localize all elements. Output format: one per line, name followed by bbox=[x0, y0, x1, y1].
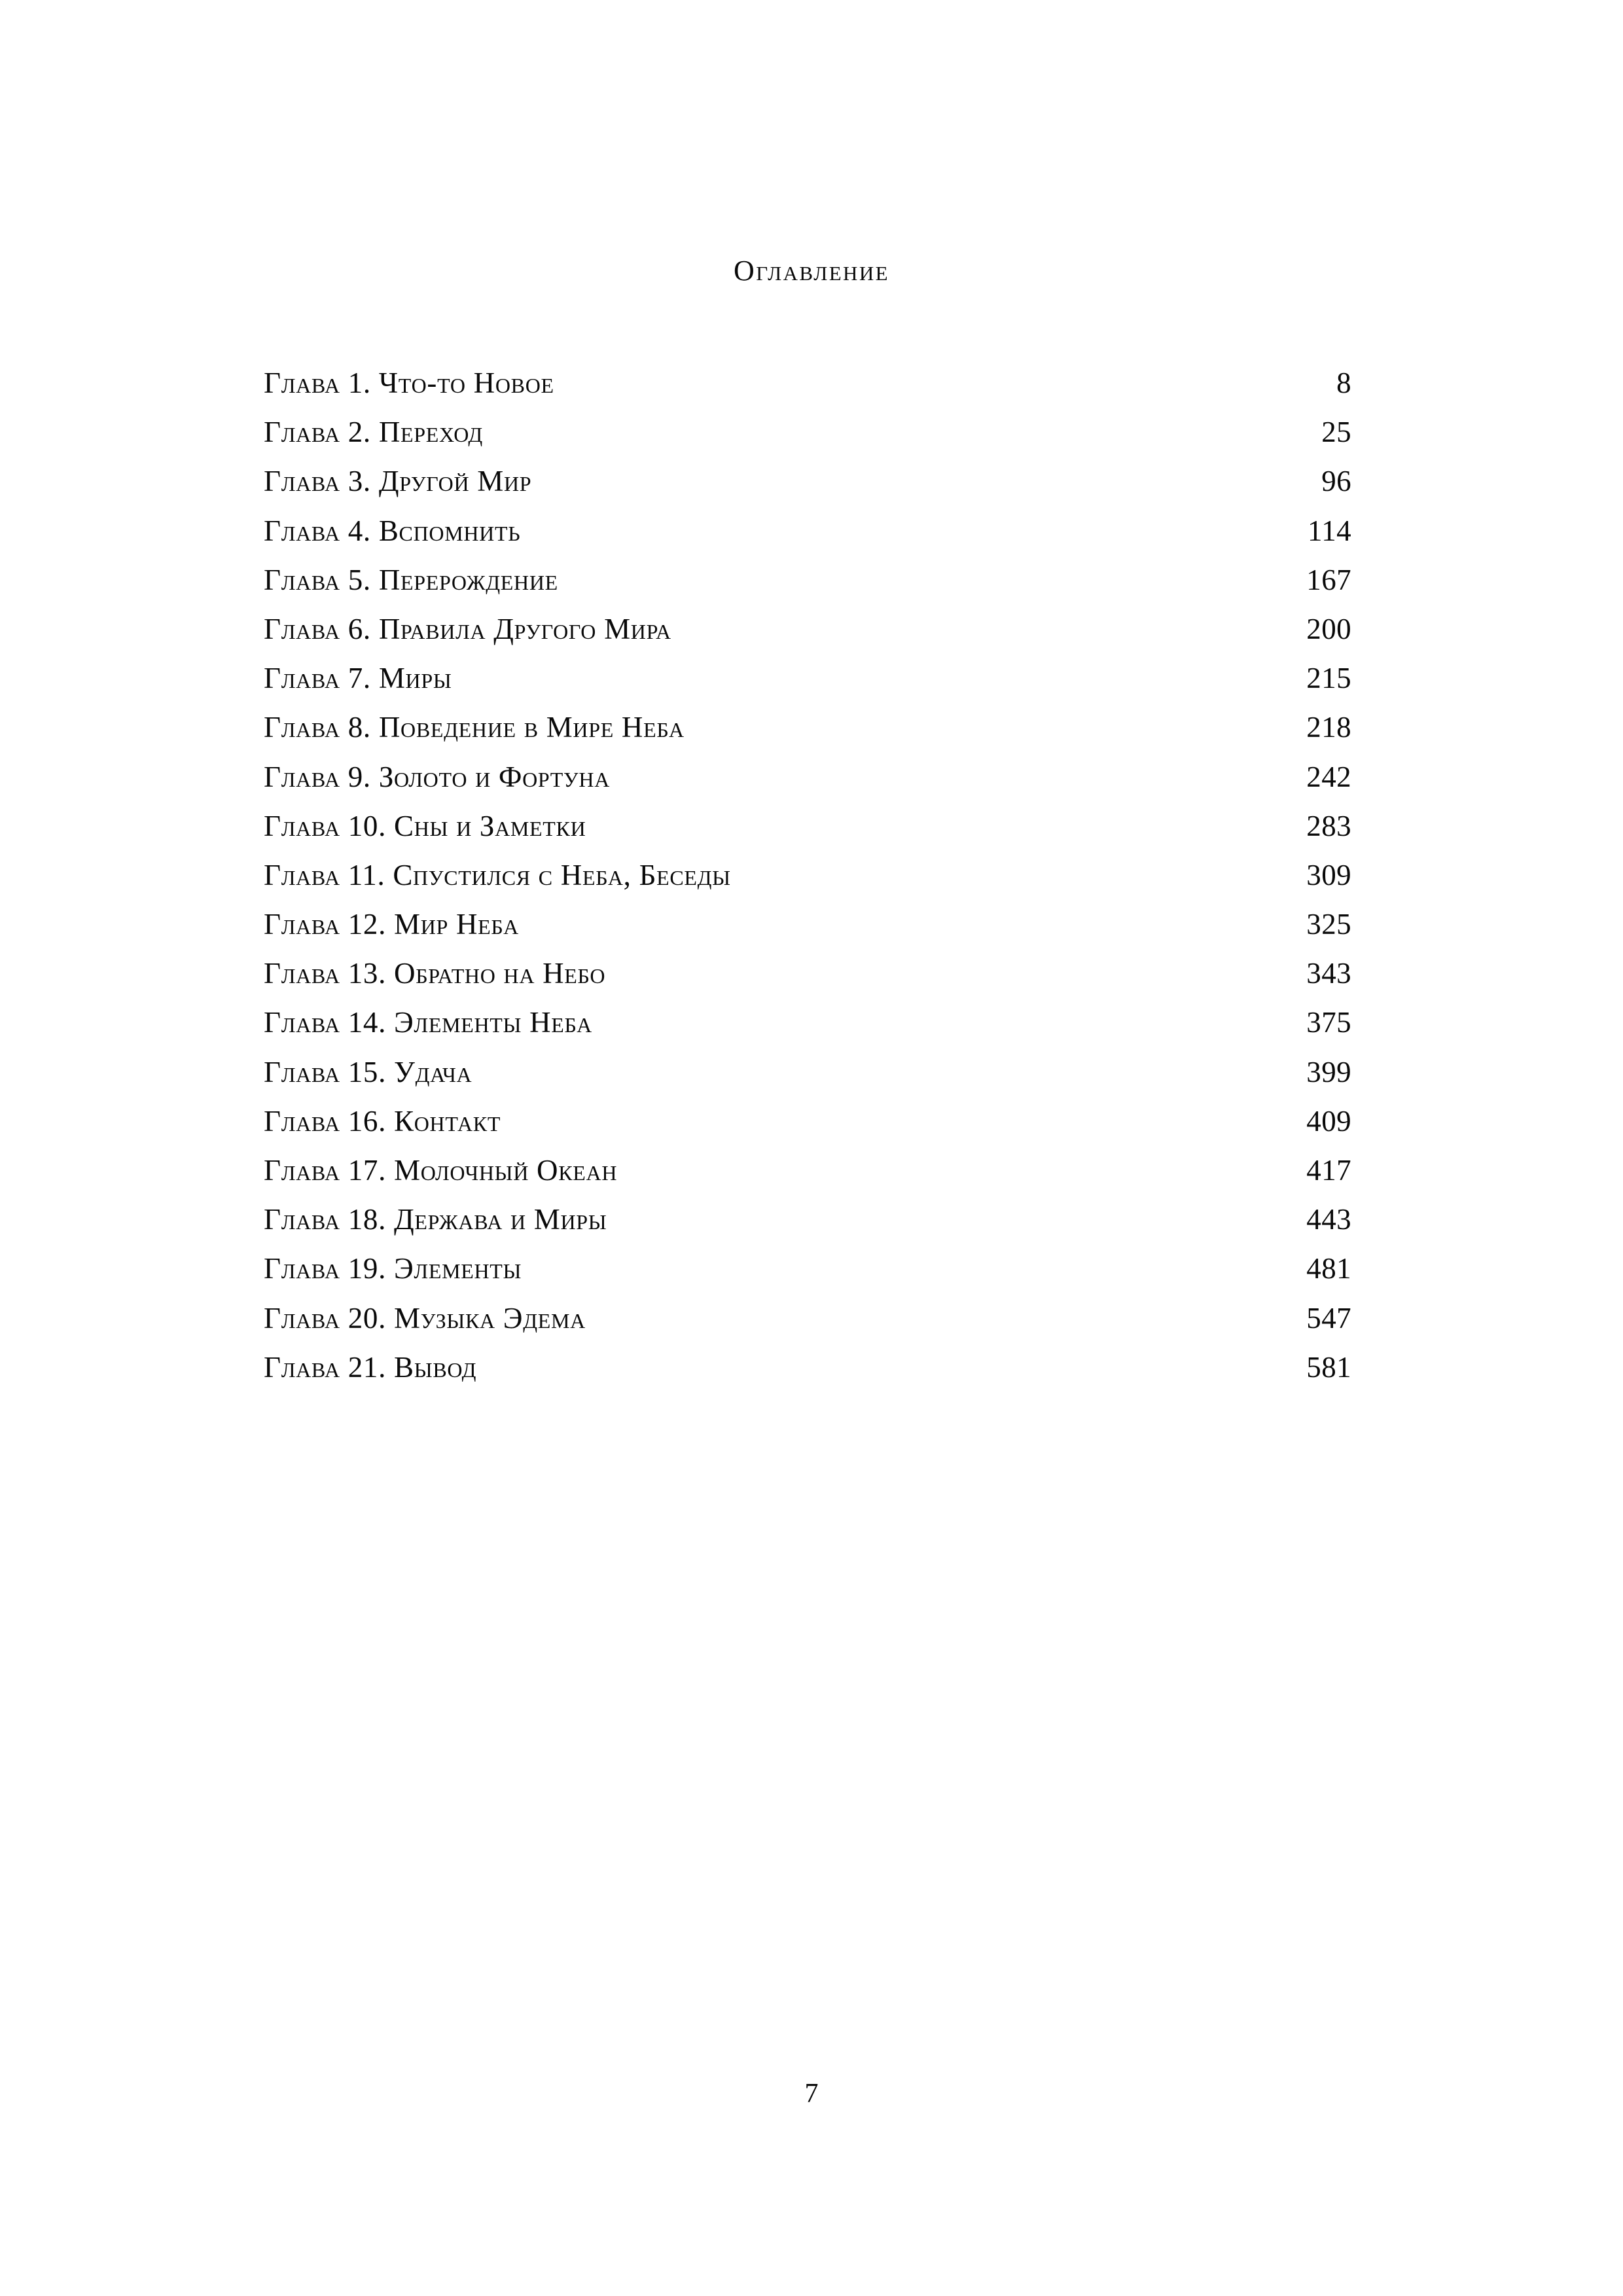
toc-entry[interactable] bbox=[264, 359, 1351, 408]
toc-entry-page-number: 417 bbox=[1306, 1154, 1351, 1187]
toc-entry-page-number: 167 bbox=[1306, 563, 1351, 596]
toc-entry-title: Глава 21. Вывод bbox=[264, 1350, 477, 1384]
toc-entry-page-number: 215 bbox=[1306, 662, 1351, 695]
toc-entry[interactable] bbox=[264, 802, 1351, 851]
toc-entry[interactable] bbox=[264, 1097, 1351, 1146]
toc-entry-page-number: 309 bbox=[1306, 858, 1351, 891]
toc-entry-page-number: 283 bbox=[1306, 809, 1351, 842]
toc-entry[interactable] bbox=[264, 851, 1351, 900]
toc-entry-title: Глава 1. Что-то Новое bbox=[264, 367, 554, 399]
toc-entry-page-number: 375 bbox=[1306, 1006, 1351, 1039]
toc-entry-page-number: 114 bbox=[1307, 514, 1351, 547]
toc-entry-page-number: 242 bbox=[1306, 760, 1351, 793]
toc-entry-title: Глава 6. Правила Другого Мира bbox=[264, 612, 671, 645]
toc-entry[interactable] bbox=[264, 507, 1351, 556]
toc-entry-title: Глава 15. Удача bbox=[264, 1055, 473, 1088]
toc-entry-page-number: 96 bbox=[1321, 465, 1351, 498]
toc-entry-page-number: 443 bbox=[1306, 1203, 1351, 1236]
toc-entry-title: Глава 5. Перерождение bbox=[264, 563, 558, 596]
toc-entry-title: Глава 7. Миры bbox=[264, 662, 452, 695]
toc-entry-title: Глава 16. Контакт bbox=[264, 1104, 501, 1138]
toc-entry-title: Глава 19. Элементы bbox=[264, 1252, 522, 1285]
toc-entry[interactable] bbox=[264, 1244, 1351, 1293]
toc-entry-title: Глава 2. Переход bbox=[264, 416, 483, 449]
toc-entry-title: Глава 3. Другой Мир bbox=[264, 465, 532, 498]
toc-entry[interactable] bbox=[264, 1195, 1351, 1244]
toc-entry-title: Глава 10. Сны и Заметки bbox=[264, 809, 586, 842]
toc-entry-page-number: 343 bbox=[1306, 957, 1351, 990]
toc-entry-page-number: 399 bbox=[1306, 1055, 1351, 1088]
toc-entry[interactable] bbox=[264, 1048, 1351, 1097]
toc-entry[interactable] bbox=[264, 556, 1351, 605]
toc-entry-page-number: 581 bbox=[1306, 1350, 1351, 1384]
toc-entry-page-number: 325 bbox=[1306, 908, 1351, 941]
toc-entry[interactable] bbox=[264, 1146, 1351, 1195]
toc-entry[interactable] bbox=[264, 408, 1351, 457]
toc-entry-page-number: 481 bbox=[1306, 1252, 1351, 1285]
toc-entry[interactable] bbox=[264, 1294, 1351, 1343]
toc-entry-title: Глава 12. Мир Неба bbox=[264, 908, 519, 941]
toc-entry[interactable] bbox=[264, 949, 1351, 998]
toc-entry[interactable] bbox=[264, 998, 1351, 1047]
toc-entry-title: Глава 8. Поведение в Мире Неба bbox=[264, 711, 685, 744]
toc-entry-title: Глава 11. Спустился с Неба, Беседы bbox=[264, 858, 731, 891]
toc-entry-page-number: 409 bbox=[1306, 1104, 1351, 1138]
toc-entry-page-number: 8 bbox=[1336, 367, 1351, 399]
toc-entry-page-number: 25 bbox=[1321, 416, 1351, 449]
toc-entry[interactable] bbox=[264, 753, 1351, 802]
toc-entry[interactable] bbox=[264, 654, 1351, 703]
toc-entry-title: Глава 14. Элементы Неба bbox=[264, 1006, 592, 1039]
toc-entry-page-number: 547 bbox=[1306, 1301, 1351, 1335]
toc-entry-title: Глава 20. Музыка Эдема bbox=[264, 1301, 586, 1335]
page-title: Оглавление bbox=[734, 255, 889, 287]
toc-entry[interactable] bbox=[264, 605, 1351, 654]
toc-entry-page-number: 200 bbox=[1306, 612, 1351, 645]
toc-entry-title: Глава 13. Обратно на Небо bbox=[264, 957, 606, 990]
toc-entry-title: Глава 9. Золото и Фортуна bbox=[264, 760, 611, 793]
table-of-contents-list bbox=[264, 359, 1351, 1392]
toc-entry-title: Глава 17. Молочный Океан bbox=[264, 1154, 618, 1187]
toc-entry-page-number: 218 bbox=[1306, 711, 1351, 744]
toc-entry-title: Глава 4. Вспомнить bbox=[264, 514, 521, 547]
toc-entry[interactable] bbox=[264, 703, 1351, 752]
toc-entry[interactable] bbox=[264, 1343, 1351, 1392]
page-folio-number: 7 bbox=[804, 2079, 819, 2109]
toc-entry-title: Глава 18. Держава и Миры bbox=[264, 1203, 607, 1236]
toc-entry[interactable] bbox=[264, 900, 1351, 949]
toc-entry[interactable] bbox=[264, 457, 1351, 506]
